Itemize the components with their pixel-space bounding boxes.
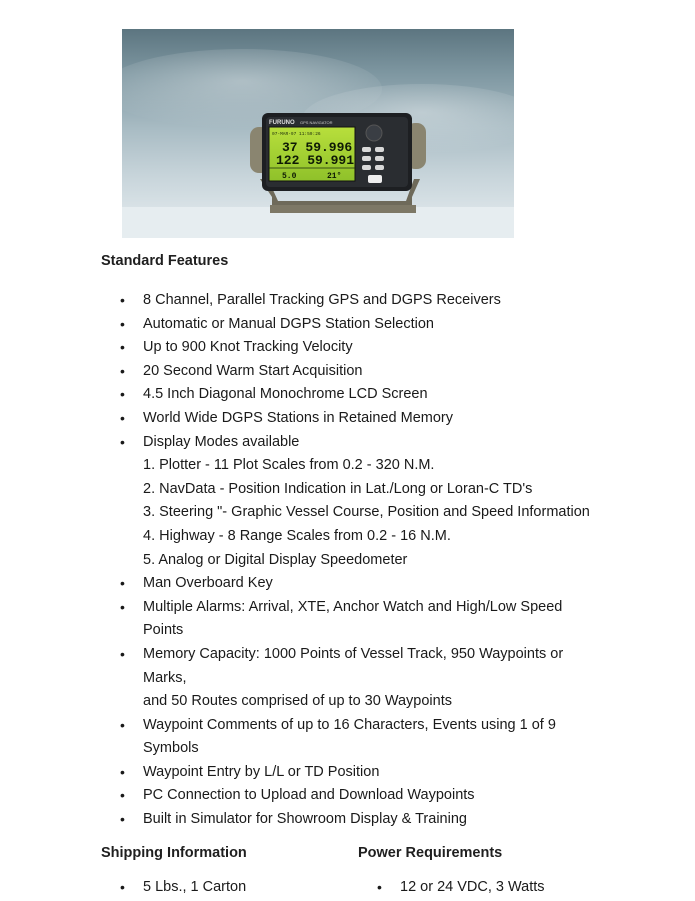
power-item: • 12 or 24 VDC, 3 Watts — [358, 876, 618, 900]
product-photo — [122, 29, 514, 238]
cursor-pad-icon — [366, 125, 382, 141]
feature-item: • 4.5 Inch Diagonal Monochrome LCD Screen — [101, 383, 601, 407]
feature-item: • 8 Channel, Parallel Tracking GPS and DGPS Receivers — [101, 289, 601, 313]
gps-navigator-image — [122, 29, 514, 238]
shipping-information-heading: Shipping Information — [101, 845, 247, 861]
screen-course: 21° — [327, 172, 342, 181]
feature-item: • Up to 900 Knot Tracking Velocity — [101, 336, 601, 360]
feature-subitem: 1. Plotter - 11 Plot Scales from 0.2 - 320 N.M. — [143, 457, 435, 474]
power-requirements-list — [358, 876, 618, 900]
power-requirements-heading: Power Requirements — [358, 845, 503, 861]
shipping-item: • 5 Lbs., 1 Carton — [101, 876, 341, 900]
screen-longitude: 122 59.991 — [276, 153, 355, 168]
feature-subitem: 2. NavData - Position Indication in Lat./Long or Loran-C TD's — [143, 480, 533, 497]
feature-subitem: 4. Highway - 8 Range Scales from 0.2 - 16 N.M. — [143, 527, 451, 544]
power-key-icon — [368, 175, 382, 183]
feature-item: • PC Connection to Upload and Download Waypoints — [101, 784, 601, 808]
screen-latitude: 37 59.996 — [282, 140, 353, 155]
feature-item: • Waypoint Comments of up to 16 Characters, Events using 1 of 9 Symbols — [101, 714, 601, 761]
feature-item: • 20 Second Warm Start Acquisition — [101, 360, 601, 384]
screen-date: 07-MAR-97 11:59:26 — [272, 132, 321, 137]
feature-item: • Multiple Alarms: Arrival, XTE, Anchor Watch and High/Low Speed Points — [101, 596, 601, 643]
feature-subitem: 3. Steering "- Graphic Vessel Course, Position and Speed Information — [143, 504, 590, 521]
shipping-information-list — [101, 876, 341, 900]
feature-item: • Man Overboard Key — [101, 572, 601, 596]
model-label: GPS NAVIGATOR — [300, 120, 333, 125]
brand-label: FURUNO — [269, 120, 295, 126]
feature-subitem: 5. Analog or Digital Display Speedometer — [143, 551, 408, 568]
feature-item: • Memory Capacity: 1000 Points of Vessel Track, 950 Waypoints or Marks, — [101, 643, 601, 690]
feature-item: • World Wide DGPS Stations in Retained Memory — [101, 407, 601, 431]
feature-item: • Built in Simulator for Showroom Display & Training — [101, 808, 601, 832]
feature-item: • Automatic or Manual DGPS Station Selection — [101, 313, 601, 337]
screen-speed: 5.0 — [282, 172, 297, 181]
feature-item: • Display Modes available — [101, 431, 601, 455]
feature-item: • Waypoint Entry by L/L or TD Position — [101, 761, 601, 785]
feature-subitem: and 50 Routes comprised of up to 30 Waypoints — [143, 693, 452, 710]
standard-features-list — [101, 289, 601, 832]
standard-features-heading: Standard Features — [101, 253, 229, 269]
